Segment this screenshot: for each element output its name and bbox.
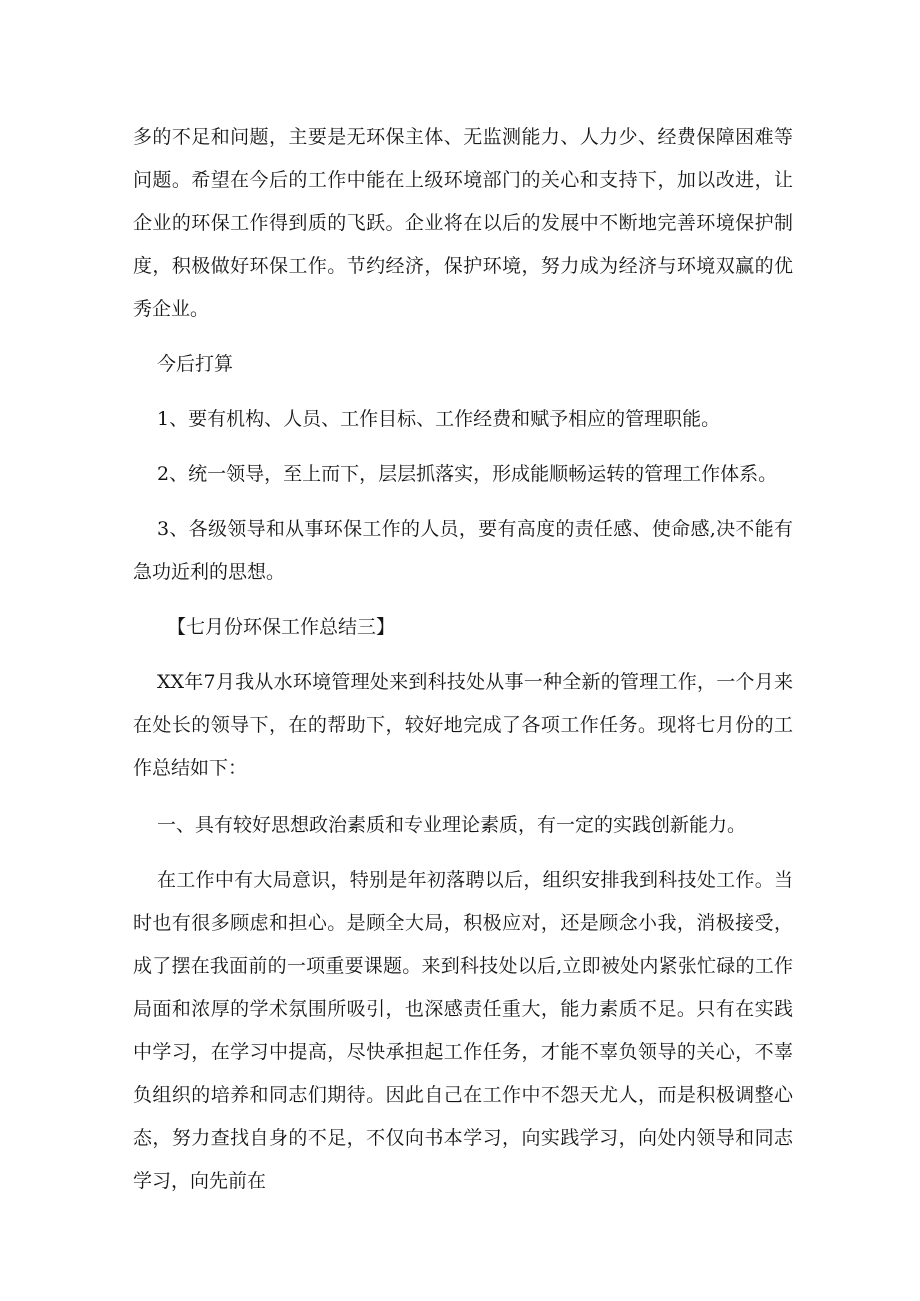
- paragraph-point-one-body: 在工作中有大局意识，特别是年初落聘以后，组织安排我到科技处工作。当时也有很多顾虑和担心。是顾全大局，积极应对，还是顾念小我，消极接受，成了摆在我面前的一项重要课题。来到科技处以后,立即被处内紧张忙碌的工作局面和浓厚的学术氛围所吸引，也深感责任重大，能力素质不足。只有在实践中学习，在学习中提高，尽快承担起工作任务，才能不辜负领导的关心，不辜负组织的培养和同志们期待。因此自己在工作中不怨天尤人，而是积极调整心态，努力查找自身的不足，不仅向书本学习，向实践学习，向处内领导和同志学习，向先前在: [133, 869, 793, 1192]
- paragraph-summary-intro: XX年7月我从水环境管理处来到科技处从事一种全新的管理工作，一个月来在处长的领导下，在的帮助下，较好地完成了各项工作任务。现将七月份的工作总结如下：: [133, 671, 793, 779]
- document-body: [133, 116, 793, 1203]
- paragraph-plan-item-3: 3、各级领导和从事环保工作的人员，要有高度的责任感、使命感,决不能有急功近利的思想。: [133, 518, 793, 583]
- paragraph-plan-item-2: 2、统一领导，至上而下，层层抓落实，形成能顺畅运转的管理工作体系。: [157, 463, 778, 485]
- paragraph-plan-item-1: 1、要有机构、人员、工作目标、工作经费和赋予相应的管理职能。: [157, 408, 721, 430]
- paragraph-continuation: 多的不足和问题，主要是无环保主体、无监测能力、人力少、经费保障困难等问题。希望在今后的工作中能在上级环境部门的关心和支持下，加以改进，让企业的环保工作得到质的飞跃。企业将在以后的发展中不断地完善环境保护制度，积极做好环保工作。节约经济，保护环境，努力成为经济与环境双赢的优秀企业。: [133, 126, 793, 320]
- section-heading-summary-three: 【七月份环保工作总结三】: [167, 616, 396, 638]
- paragraph-point-one: 一、具有较好思想政治素质和专业理论素质，有一定的实践创新能力。: [157, 814, 747, 836]
- paragraph-future-plans-title: 今后打算: [157, 353, 234, 375]
